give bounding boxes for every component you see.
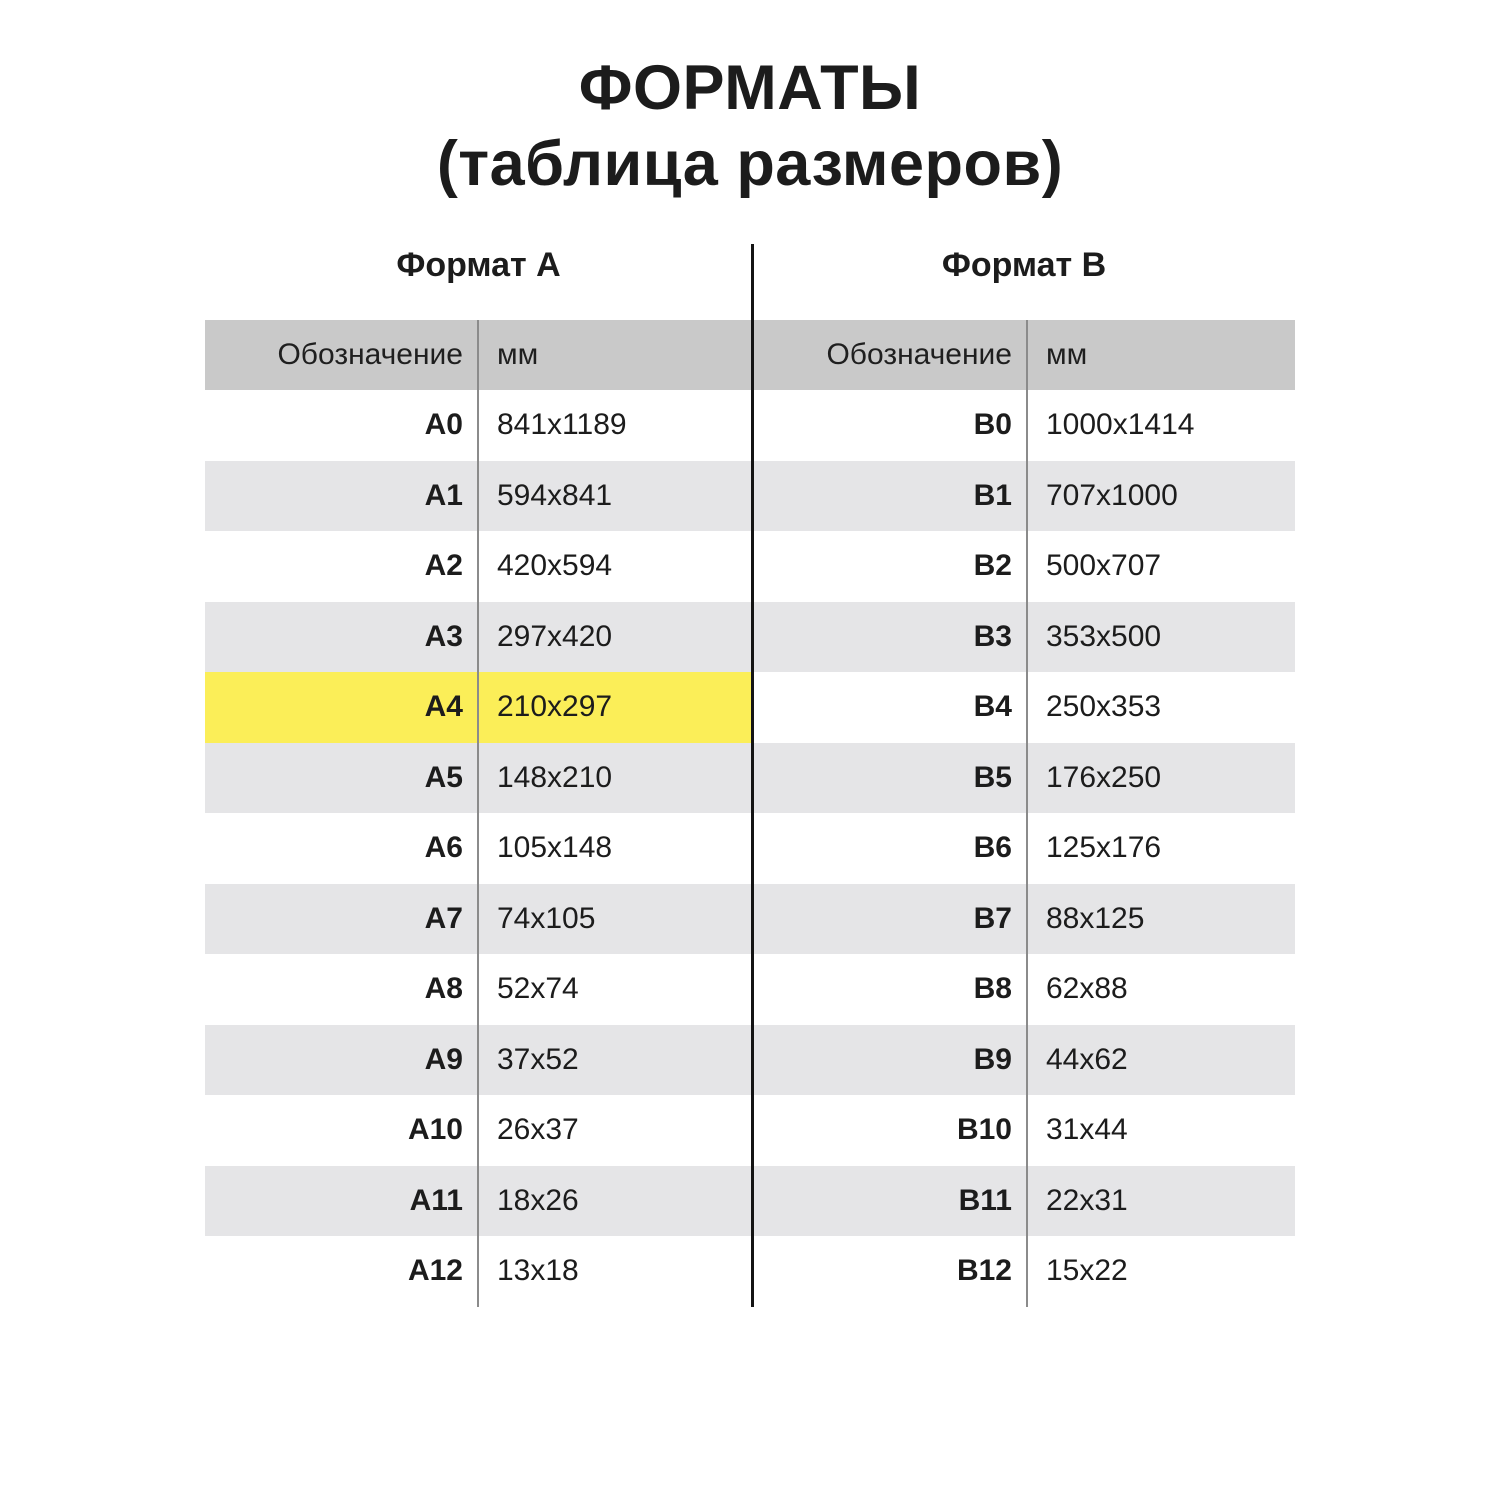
- table-header-row: [753, 320, 1295, 390]
- format-designation: A6: [424, 831, 463, 865]
- format-b-table: [753, 320, 1295, 1307]
- format-designation: A1: [424, 478, 463, 512]
- format-designation: A0: [424, 408, 463, 442]
- column-header-mm: мм: [1046, 338, 1088, 371]
- table-row: [753, 461, 1295, 532]
- page-title-line-2: (таблица размеров): [436, 129, 1064, 199]
- format-size-mm: 37x52: [497, 1042, 579, 1076]
- format-size-mm: 22x31: [1046, 1183, 1128, 1217]
- format-size-mm: 297x420: [497, 619, 613, 653]
- table-row: [753, 1236, 1295, 1307]
- table-row: [753, 884, 1295, 955]
- table-row: [753, 390, 1295, 461]
- format-designation: A2: [424, 549, 463, 583]
- format-size-mm: 44x62: [1046, 1042, 1128, 1076]
- format-designation: A9: [424, 1042, 463, 1076]
- table-row: [753, 602, 1295, 673]
- table-row: [753, 1095, 1295, 1166]
- page-title: [0, 50, 1500, 202]
- format-size-mm: 353x500: [1046, 619, 1162, 653]
- format-designation: B12: [956, 1254, 1012, 1288]
- column-separator-line: [1026, 320, 1028, 1307]
- table-row: [753, 1025, 1295, 1096]
- format-size-mm: 74x105: [497, 901, 596, 935]
- column-header-mm: мм: [497, 338, 539, 371]
- table-row: [753, 531, 1295, 602]
- format-size-mm: 148x210: [497, 760, 613, 794]
- column-separator-line: [477, 320, 479, 1307]
- table-row: [753, 954, 1295, 1025]
- format-designation: A8: [424, 972, 463, 1006]
- format-b-title: Формат B: [941, 246, 1107, 284]
- format-size-mm: 500x707: [1046, 549, 1162, 583]
- format-a-title: Формат А: [396, 246, 561, 284]
- format-designation: B4: [973, 690, 1012, 724]
- table-row: [753, 672, 1295, 743]
- table-row: [753, 743, 1295, 814]
- table-body: [753, 390, 1295, 1307]
- format-designation: B6: [973, 831, 1012, 865]
- format-size-mm: 176x250: [1046, 760, 1162, 794]
- format-size-mm: 62x88: [1046, 972, 1128, 1006]
- format-designation: B9: [973, 1042, 1012, 1076]
- format-designation: B5: [973, 760, 1012, 794]
- format-size-mm: 420x594: [497, 549, 613, 583]
- format-designation: B2: [973, 549, 1012, 583]
- format-designation: B1: [973, 478, 1012, 512]
- format-designation: B7: [973, 901, 1012, 935]
- format-size-mm: 250x353: [1046, 690, 1162, 724]
- format-designation: A7: [424, 901, 463, 935]
- format-designation: A3: [424, 619, 463, 653]
- column-header-designation: Обозначение: [826, 338, 1012, 371]
- center-divider-line: [751, 244, 754, 1307]
- format-designation: A11: [409, 1183, 463, 1217]
- format-size-mm: 105x148: [497, 831, 613, 865]
- format-designation: A12: [407, 1254, 463, 1288]
- format-size-mm: 26x37: [497, 1113, 579, 1147]
- page-title-line-1: ФОРМАТЫ: [578, 53, 922, 123]
- format-designation: B0: [973, 408, 1012, 442]
- format-size-mm: 707x1000: [1046, 478, 1178, 512]
- format-designation: A10: [407, 1113, 463, 1147]
- format-size-mm: 594x841: [497, 478, 613, 512]
- format-designation: B11: [958, 1183, 1012, 1217]
- format-size-mm: 52x74: [497, 972, 579, 1006]
- format-size-mm: 210x297: [497, 690, 613, 724]
- format-size-mm: 1000x1414: [1046, 408, 1195, 442]
- format-size-mm: 18x26: [497, 1183, 579, 1217]
- format-a-table: [205, 320, 752, 1307]
- format-size-mm: 841x1189: [497, 408, 627, 442]
- format-size-mm: 88x125: [1046, 901, 1145, 935]
- table-row: [753, 813, 1295, 884]
- table-row: [753, 1166, 1295, 1237]
- format-designation: B3: [973, 619, 1012, 653]
- format-designation: A4: [424, 690, 463, 724]
- format-designation: B10: [956, 1113, 1012, 1147]
- format-size-mm: 15x22: [1046, 1254, 1128, 1288]
- format-size-mm: 125x176: [1046, 831, 1162, 865]
- format-size-mm: 31x44: [1046, 1113, 1128, 1147]
- format-designation: A5: [424, 760, 463, 794]
- column-header-designation: Обозначение: [277, 338, 463, 371]
- format-size-mm: 13x18: [497, 1254, 579, 1288]
- format-designation: B8: [973, 972, 1012, 1006]
